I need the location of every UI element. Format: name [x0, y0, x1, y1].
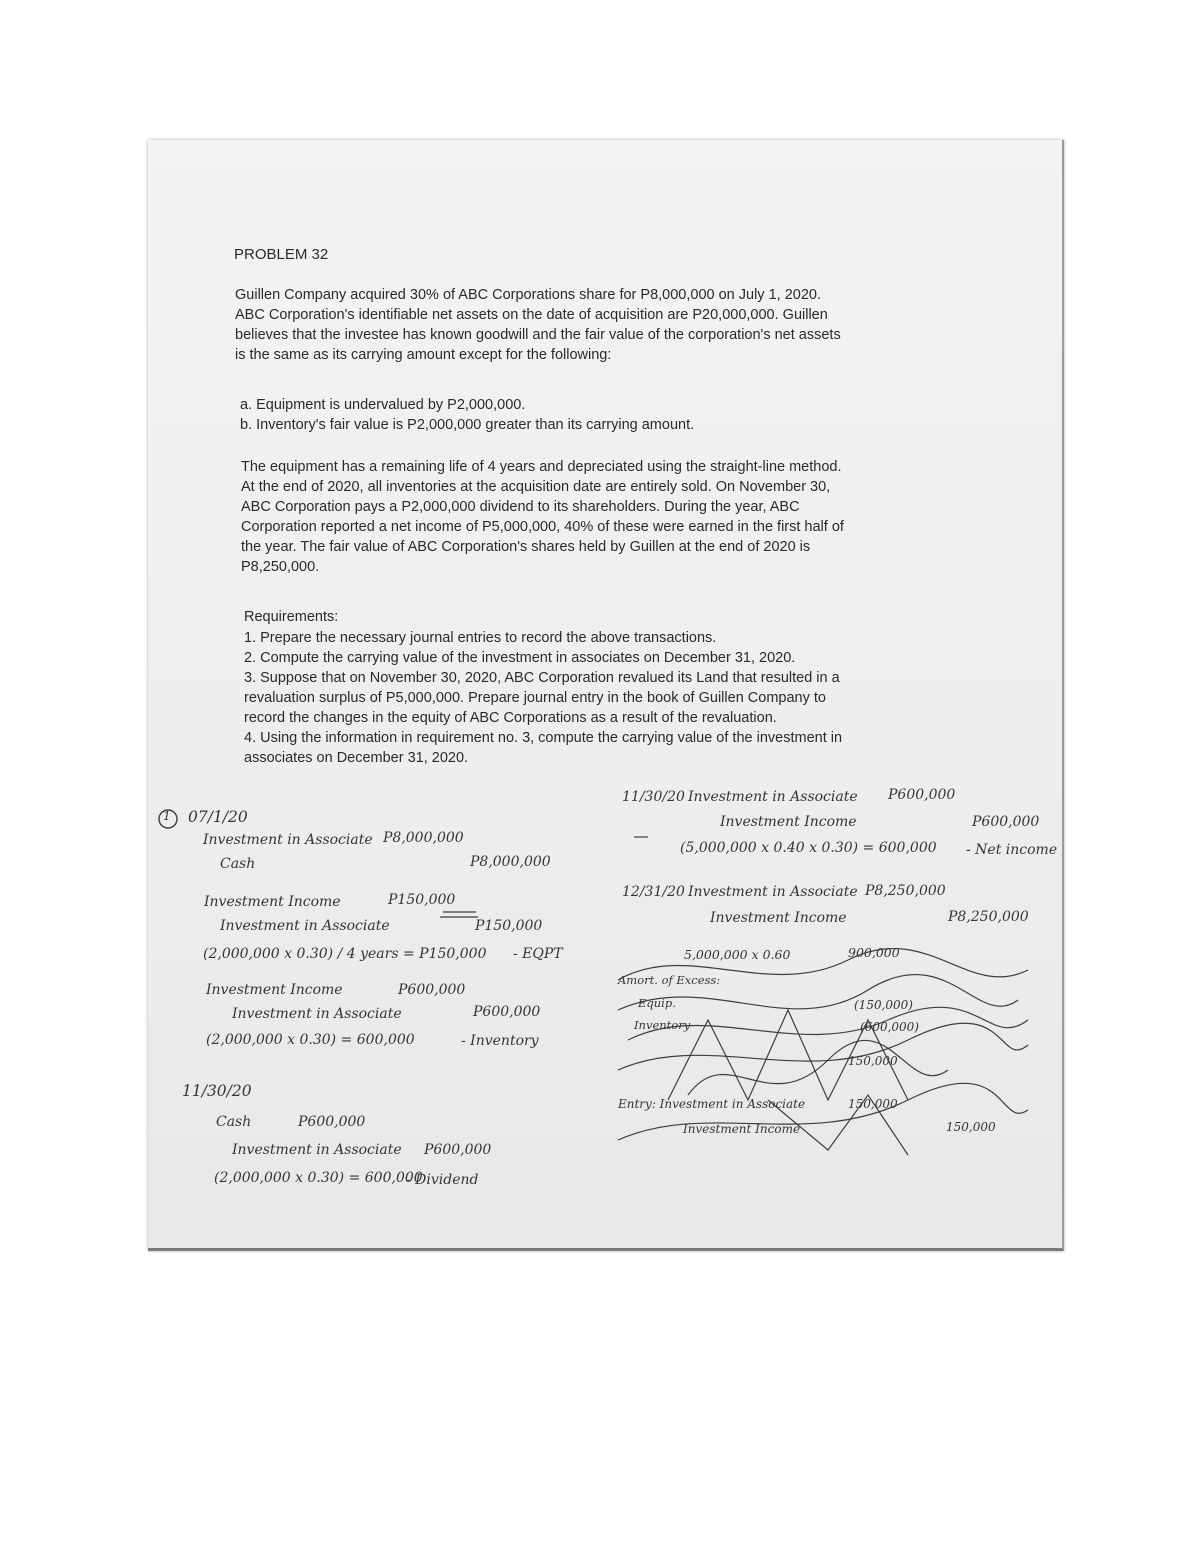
journal-debit: Investment in Associate [203, 832, 373, 848]
requirement-line: 4. Using the information in requirement no. 3, compute the carrying value of the investment in [244, 730, 843, 746]
entry-date: 07/1/20 [188, 808, 248, 826]
struck-text: Equip. [638, 996, 676, 1010]
struck-text: Inventory [634, 1018, 691, 1032]
computation: (5,000,000 x 0.40 x 0.30) = 600,000 [680, 840, 937, 856]
entry-date: 11/30/20 [622, 789, 685, 805]
computation-note: - Inventory [461, 1033, 539, 1049]
journal-amount: P600,000 [888, 787, 956, 803]
intro-line: Guillen Company acquired 30% of ABC Corporations share for P8,000,000 on July 1, 2020. [235, 287, 821, 303]
computation-note: - Dividend [406, 1172, 479, 1188]
details-line: Corporation reported a net income of P5,000,000, 40% of these were earned in the first half of [241, 519, 844, 535]
journal-credit: Investment in Associate [232, 1006, 402, 1022]
requirement-number: 1 [163, 809, 171, 823]
scanned-page [148, 140, 1064, 1251]
journal-amount: P8,250,000 [865, 883, 946, 899]
intro-line: is the same as its carrying amount except for the following: [235, 347, 612, 363]
journal-credit: Investment Income [720, 814, 857, 830]
details-line: ABC Corporation pays a P2,000,000 dividend to its shareholders. During the year, ABC [241, 499, 800, 515]
requirement-line: 2. Compute the carrying value of the investment in associates on December 31, 2020. [244, 650, 796, 666]
struck-text: 150,000 [946, 1120, 996, 1134]
details-line: The equipment has a remaining life of 4 years and depreciated using the straight-line method. [241, 459, 842, 475]
journal-credit: Cash [220, 856, 256, 872]
requirement-line: 3. Suppose that on November 30, 2020, ABC Corporation revalued its Land that resulted in a [244, 670, 840, 686]
struck-text: (600,000) [860, 1020, 919, 1034]
computation: (2,000,000 x 0.30) / 4 years = P150,000 [203, 946, 487, 962]
journal-debit: Investment Income [206, 982, 343, 998]
journal-amount: P600,000 [473, 1004, 541, 1020]
struck-text: 900,000 [848, 945, 900, 960]
journal-amount: P600,000 [298, 1114, 366, 1130]
list-item: b. Inventory's fair value is P2,000,000 greater than its carrying amount. [240, 417, 695, 433]
journal-amount: P600,000 [972, 814, 1040, 830]
journal-amount: P8,250,000 [948, 909, 1029, 925]
details-line: At the end of 2020, all inventories at the acquisition date are entirely sold. On November 30, [241, 479, 831, 495]
handwriting-marks [148, 140, 1062, 1248]
details-line: the year. The fair value of ABC Corporation's shares held by Guillen at the end of 2020 is [241, 539, 811, 555]
entry-date: 12/31/20 [622, 884, 685, 900]
struck-text: (150,000) [854, 998, 913, 1012]
journal-amount: P8,000,000 [383, 830, 464, 846]
journal-amount: P150,000 [388, 892, 456, 908]
requirement-line: 1. Prepare the necessary journal entries to record the above transactions. [244, 630, 717, 646]
struck-text: Investment Income [683, 1122, 801, 1136]
journal-debit: Investment in Associate [688, 884, 858, 900]
journal-debit: Investment in Associate [688, 789, 858, 805]
journal-amount: P150,000 [475, 918, 543, 934]
intro-line: believes that the investee has known goodwill and the fair value of the corporation's net assets [235, 327, 841, 343]
struck-text: 150,000 [848, 1097, 898, 1111]
computation-note: - EQPT [513, 946, 563, 962]
journal-amount: P600,000 [424, 1142, 492, 1158]
problem-title: PROBLEM 32 [234, 246, 329, 263]
journal-credit: Investment in Associate [220, 918, 390, 934]
requirement-line: record the changes in the equity of ABC Corporations as a result of the revaluation. [244, 710, 777, 726]
journal-debit: Investment Income [204, 894, 341, 910]
entry-date: 11/30/20 [182, 1082, 252, 1100]
intro-line: ABC Corporation's identifiable net assets on the date of acquisition are P20,000,000. Guillen [235, 307, 828, 323]
struck-text: Amort. of Excess: [618, 973, 721, 987]
computation: (2,000,000 x 0.30) = 600,000 [214, 1170, 423, 1186]
computation: (2,000,000 x 0.30) = 600,000 [206, 1032, 415, 1048]
struck-text: 5,000,000 x 0.60 [684, 947, 791, 962]
struck-text: Entry: Investment in Associate [618, 1097, 806, 1111]
details-line: P8,250,000. [241, 559, 320, 575]
journal-credit: Investment Income [710, 910, 847, 926]
journal-amount: P600,000 [398, 982, 466, 998]
list-item: a. Equipment is undervalued by P2,000,000. [240, 397, 526, 413]
journal-credit: Investment in Associate [232, 1142, 402, 1158]
requirement-line: associates on December 31, 2020. [244, 750, 469, 766]
computation-note: - Net income [966, 842, 1058, 858]
journal-amount: P8,000,000 [470, 854, 551, 870]
requirement-line: revaluation surplus of P5,000,000. Prepare journal entry in the book of Guillen Company to [244, 690, 826, 706]
struck-text: 150,000 [848, 1054, 898, 1068]
requirements-title: Requirements: [244, 609, 339, 625]
journal-debit: Cash [216, 1114, 252, 1130]
